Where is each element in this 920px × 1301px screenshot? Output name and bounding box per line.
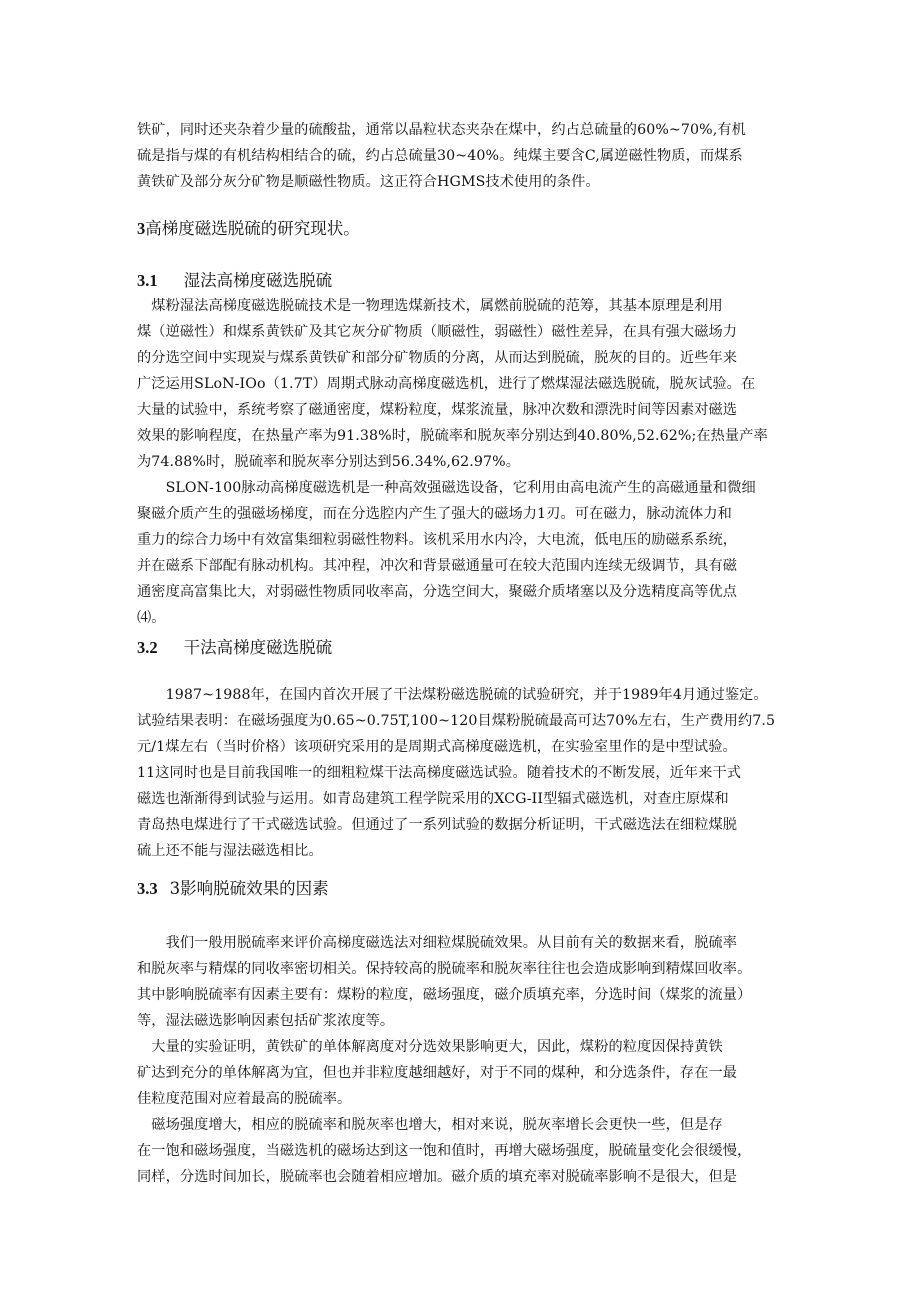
section-title: 干法高梯度磁选脱硫 [183, 638, 333, 657]
text-line: 磁场强度增大，相应的脱硫率和脱灰率也增大，相对来说，脱灰率增长会更快一些，但是存 [137, 1117, 723, 1133]
section-number: 3 [137, 219, 146, 238]
text-line: 硫上还不能与湿法磁选相比。 [137, 843, 323, 859]
text-line: 黄铁矿及部分灰分矿物是顺磁性物质。这正符合HGMS技术使用的条件。 [137, 174, 600, 190]
text-line: 铁矿，同时还夹杂着少量的硫酸盐，通常以晶粒状态夹杂在煤中，约占总硫量的60%~70%,有机 [137, 122, 746, 138]
text-line: 矿达到充分的单体解离为宜，但也并非粒度越细越好，对于不同的煤种，和分选条件，存在一最 [137, 1065, 738, 1081]
text-line: 聚磁介质产生的强磁场梯度，而在分选腔内产生了强大的磁场力1刃。可在磁力，脉动流体力和 [137, 506, 732, 522]
text-line: 的分选空间中实现炭与煤系黄铁矿和部分矿物质的分离，从而达到脱硫，脱灰的目的。近些年来 [137, 350, 738, 366]
section-number: 3.2 [137, 638, 158, 657]
section-number: 3.1 [137, 271, 158, 290]
text-line: 同样，分选时间加长，脱硫率也会随着相应增加。磁介质的填充率对脱硫率影响不是很大，但是 [137, 1169, 738, 1185]
text-line: 硫是指与煤的有机结构相结合的硫，约占总硫量30~40%。纯煤主要含C,属逆磁性物质，而煤系 [137, 148, 743, 164]
text-line: 通密度高富集比大，对弱磁性物质同收率高，分选空间大，聚磁介质堵塞以及分选精度高等优点 [137, 584, 738, 600]
paragraph-slon-100 [137, 475, 787, 631]
paragraph-dry-hgms [137, 682, 787, 864]
text-line: 11这同时也是目前我国唯一的细粗粒煤干法高梯度磁选试验。随着技术的不断发展，近年来干式 [137, 765, 742, 781]
section-subnumber: 3 [169, 879, 181, 898]
section-title: 湿法高梯度磁选脱硫 [183, 271, 333, 290]
text-line: SLON-100脉动高梯度磁选机是一种高效强磁选设备，它利用由高电流产生的高磁通量和微细 [137, 480, 756, 496]
text-line: 广泛运用SLoN-IOo（1.7T）周期式脉动高梯度磁选机，进行了燃煤湿法磁选脱硫，脱灰试验。在 [137, 376, 756, 392]
text-line: 等，湿法磁选影响因素包括矿浆浓度等。 [137, 1013, 395, 1029]
text-line: 我们一般用脱硫率来评价高梯度磁选法对细粒煤脱硫效果。从目前有关的数据来看，脱硫率 [137, 935, 738, 951]
paragraph-sulfur-forms [137, 117, 787, 195]
text-line: 试验结果表明：在磁场强度为0.65~0.75T,100~120目煤粉脱硫最高可达70%左右，生产费用约7.5 [137, 713, 776, 729]
text-line: ⑷。 [137, 610, 166, 626]
text-line: 煤粉湿法高梯度磁选脱硫技术是一物理选煤新技术，属燃前脱硫的范筹，其基本原理是利用 [137, 298, 723, 314]
text-line: 其中影响脱硫率有因素主要有：煤粉的粒度，磁场强度，磁介质填充率，分选时间（煤浆的流量） [137, 987, 752, 1003]
section-title: 影响脱硫效果的因素 [180, 879, 329, 898]
text-line: 元/1煤左右（当时价格）该项研究采用的是周期式高梯度磁选机，在实验室里作的是中型试验。 [137, 739, 737, 755]
section-heading-3-3 [137, 874, 329, 904]
text-line: 重力的综合力场中有效富集细粒弱磁性物料。该机采用水内冷，大电流，低电压的励磁系系统， [137, 532, 738, 548]
text-line: 大量的试验中，系统考察了磁通密度，煤粉粒度，煤浆流量，脉冲次数和漂洗时间等因素对磁选 [137, 402, 738, 418]
text-line: 1987~1988年，在国内首次开展了干法煤粉磁选脱硫的试验研究，并于1989年4月通过鉴定。 [137, 687, 768, 703]
text-line: 大量的实验证明，黄铁矿的单体解离度对分选效果影响更大，因此，煤粉的粒度因保持黄铁 [137, 1039, 723, 1055]
paragraph-particle-size [137, 1034, 787, 1112]
text-line: 佳粒度范围对应着最高的脱硫率。 [137, 1091, 352, 1107]
section-number: 3.3 [137, 879, 158, 898]
section-title: 高梯度磁选脱硫的研究现状。 [145, 219, 360, 238]
section-heading-3-1 [137, 266, 332, 296]
text-line: 为74.88%时，脱硫率和脱灰率分别达到56.34%,62.97%。 [137, 454, 521, 470]
text-line: 效果的影响程度，在热量产率为91.38%时，脱硫率和脱灰率分别达到40.80%,52.62%;在热量产率 [137, 428, 768, 444]
paragraph-magnetic-field [137, 1112, 787, 1190]
text-line: 磁选也渐渐得到试验与运用。如青岛建筑工程学院采用的XCG-II型辐式磁选机，对查庄原煤和 [137, 791, 729, 807]
paragraph-wet-hgms [137, 293, 787, 475]
section-heading-3-2 [137, 633, 332, 663]
text-line: 和脱灰率与精煤的同收率密切相关。保持较高的脱硫率和脱灰率往往也会造成影响到精煤回收率。 [137, 961, 752, 977]
text-line: 并在磁系下部配有脉动机构。其冲程，冲次和背景磁通量可在较大范围内连续无级调节，具有磁 [137, 558, 738, 574]
text-line: 煤（逆磁性）和煤系黄铁矿及其它灰分矿物质（顺磁性，弱磁性）磁性差异，在具有强大磁场力 [137, 324, 738, 340]
paragraph-factors [137, 930, 787, 1034]
text-line: 在一饱和磁场强度，当磁选机的磁场达到这一饱和值时，再增大磁场强度，脱硫量变化会很缓慢， [137, 1143, 752, 1159]
text-line: 青岛热电煤进行了干式磁选试验。但通过了一系列试验的数据分析证明，干式磁选法在细粒煤脱 [137, 817, 738, 833]
section-heading-3 [137, 214, 360, 244]
